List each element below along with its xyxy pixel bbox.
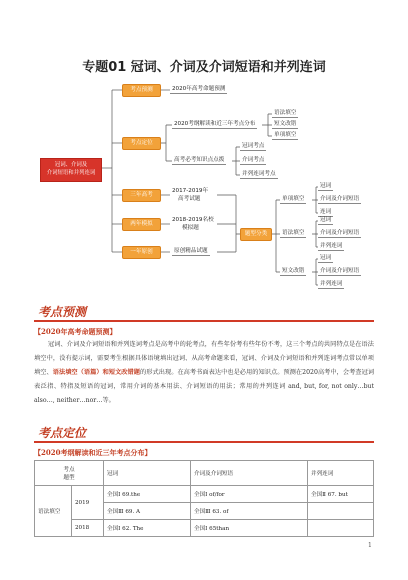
branch-one-year: 一年原创 — [122, 246, 161, 259]
root-line-1: 冠词、介词及 — [54, 162, 88, 168]
two-years-line-2: 模拟题 — [182, 225, 199, 231]
three-years-line-2: 高考试题 — [178, 196, 201, 202]
positioning-sub-points: 高考必考知识点点拨 — [174, 157, 225, 163]
type-grammar-fill: 语法填空 — [282, 230, 305, 236]
three-years-leaf — [172, 187, 208, 203]
type-leaf: 冠词 — [320, 255, 332, 261]
table-year: 2018 — [72, 520, 104, 537]
classification-node: 题型分类 — [240, 228, 272, 241]
section-divider — [34, 320, 374, 322]
forecast-text-b: 的形式出现。在高考书面表达中也是必用的知识点。预测在2020高考中，会考查冠词表泛指、特指及短语的冠词，常用介词的基本用法、介词短语的用法；常用的并列连词 and, but, for, not only…but also…, neither…nor…等。 — [34, 369, 375, 404]
type-leaf: 并列连词 — [320, 243, 343, 249]
page-number: 1 — [368, 542, 372, 549]
mind-map-connectors — [0, 76, 408, 296]
three-years-line-1: 2017-2019年 — [172, 188, 209, 194]
table-cell: 全国Ⅰ 69.the — [103, 486, 190, 503]
type-leaf: 并列连词 — [320, 281, 343, 287]
table-cell: 全国Ⅰ 65than — [190, 520, 307, 537]
type-leaf: 冠词 — [320, 183, 332, 189]
syllabus-leaf: 单项填空 — [274, 132, 297, 138]
branch-three-years: 三年高考 — [122, 189, 161, 202]
type-single-choice: 单项填空 — [282, 196, 305, 202]
table-header-row — [35, 461, 374, 486]
table-row-label: 语法填空 — [35, 486, 72, 537]
one-year-leaf: 原创精品试题 — [174, 248, 208, 254]
table-cell: 全国Ⅱ 67. but — [307, 486, 373, 503]
points-leaf: 并列连词考点 — [242, 171, 276, 177]
forecast-subheading: 【2020年高考命题预测】 — [34, 327, 117, 336]
branch-forecast: 考点预测 — [122, 84, 161, 97]
two-years-line-1: 2018-2019名校 — [172, 217, 214, 223]
root-line-2: 介词短语和并列连词 — [46, 170, 96, 176]
section-divider — [34, 441, 374, 443]
mind-map — [0, 76, 408, 296]
table-col-header: 并列连词 — [307, 461, 373, 486]
forecast-text-a: 冠词、介词及介词短语和并列连词考点是高考中的轮考点，有些年份考有些年份不考，这三个考点的共同特点是在语法填空中，没有提示词，需要考生根据具体语境填出冠词、从高考命题来看，冠词、介词及介词短语和并列连词考点常以单项填空、 — [34, 341, 374, 376]
positioning-sub-syllabus: 2020考纲解读和近三年考点分布 — [174, 121, 256, 127]
branch-positioning: 考点定位 — [122, 137, 161, 150]
table-cell: 全国Ⅰ of/for — [190, 486, 307, 503]
type-leaf: 冠词 — [320, 217, 332, 223]
table-cell — [307, 503, 373, 520]
points-leaf: 冠词考点 — [242, 143, 265, 149]
section-forecast-heading: 考点预测 — [38, 305, 87, 319]
positioning-subheading: 【2020考纲解读和近三年考点分布】 — [34, 448, 152, 457]
table-cell: 全国Ⅲ 69. A — [103, 503, 190, 520]
type-error-correction: 短文改错 — [282, 268, 305, 274]
syllabus-leaf: 语法填空 — [274, 110, 297, 116]
mind-map-root — [40, 158, 102, 182]
type-leaf: 介词及介词短语 — [320, 196, 360, 202]
type-leaf: 介词及介词短语 — [320, 268, 360, 274]
table-cell — [307, 520, 373, 537]
section-positioning-heading: 考点定位 — [38, 426, 87, 440]
table-corner: 考点 题型 — [35, 461, 104, 486]
forecast-keyword: 语法填空（语篇）和短文改错题 — [52, 369, 141, 376]
syllabus-leaf: 短文改错 — [274, 121, 297, 127]
table-cell: 全国Ⅲ 63. of — [190, 503, 307, 520]
syllabus-table — [34, 460, 374, 537]
table-col-header: 介词及介词短语 — [190, 461, 307, 486]
branch-two-years: 两年模拟 — [122, 218, 161, 231]
forecast-paragraph — [34, 338, 374, 408]
two-years-leaf — [172, 216, 214, 232]
table-row — [35, 520, 374, 537]
table-year: 2019 — [72, 486, 104, 520]
type-leaf: 连词 — [320, 209, 332, 215]
table-cell: 全国Ⅰ 62. The — [103, 520, 190, 537]
table-row — [35, 486, 374, 503]
branch-forecast-leaf: 2020年高考命题预测 — [172, 86, 226, 92]
table-col-header: 冠词 — [103, 461, 190, 486]
points-leaf: 介词考点 — [242, 157, 265, 163]
page-title: 专题01 冠词、介词及介词短语和并列连词 — [82, 60, 326, 75]
type-leaf: 介词及介词短语 — [320, 230, 360, 236]
